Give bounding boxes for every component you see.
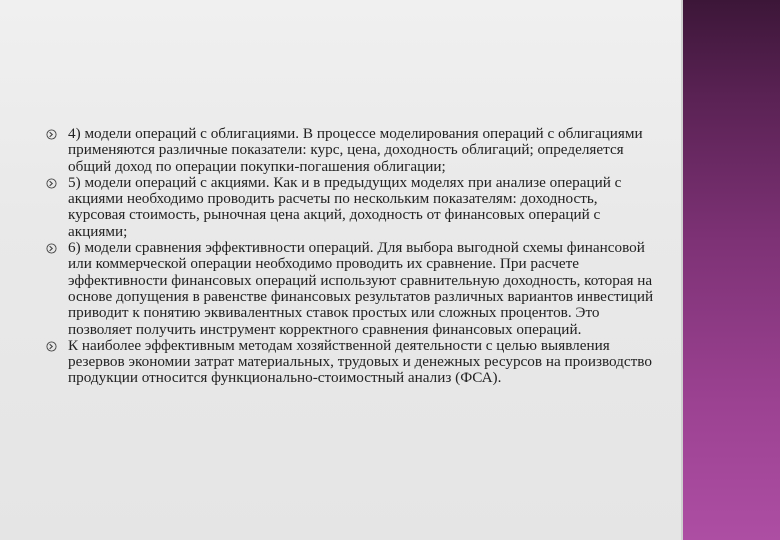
bullet-item [46,240,656,338]
accent-bar [683,0,780,540]
circled-chevron-icon [46,341,57,352]
bullet-item [46,175,656,240]
bullet-text: 5) модели операций с акциями. Как и в предыдущих моделях при анализе операций с акциями необходимо проводить расчеты по нескольким показателям: доходность, курсовая стоимость, рыночная цена акций, доходность от финансовых операций с акциями; [68,173,622,240]
bullet-item [46,126,656,175]
bullet-text: К наиболее эффективным методам хозяйственной деятельности с целью выявления резервов экономии затрат материальных, трудовых и денежных ресурсов на производство продукции относится функционально-стоимостный анализ (ФСА). [68,336,652,387]
bullet-text: 4) модели операций с облигациями. В процессе моделирования операций с облигациями применяются различные показатели: курс, цена, доходность облигаций; определяется общий доход по операции покупки-погашения облигации; [68,125,643,175]
circled-chevron-icon [46,129,57,140]
bullet-text: 6) модели сравнения эффективности операций. Для выбора выгодной схемы финансовой или коммерческой операции необходимо проводить их сравнение. При расчете эффективности финансовых операций используют сравнительную доходность, которая на основе допущения в равенстве финансовых результатов различных вариантов инвестиций приводит к понятию эквивалентных ставок простых или сложных процентов. Это позволяет получить инструмент корректного сравнения финансовых операций. [68,239,654,338]
circled-chevron-icon [46,243,57,254]
bullet-list [46,126,656,387]
circled-chevron-icon [46,178,57,189]
bullet-item [46,338,656,387]
